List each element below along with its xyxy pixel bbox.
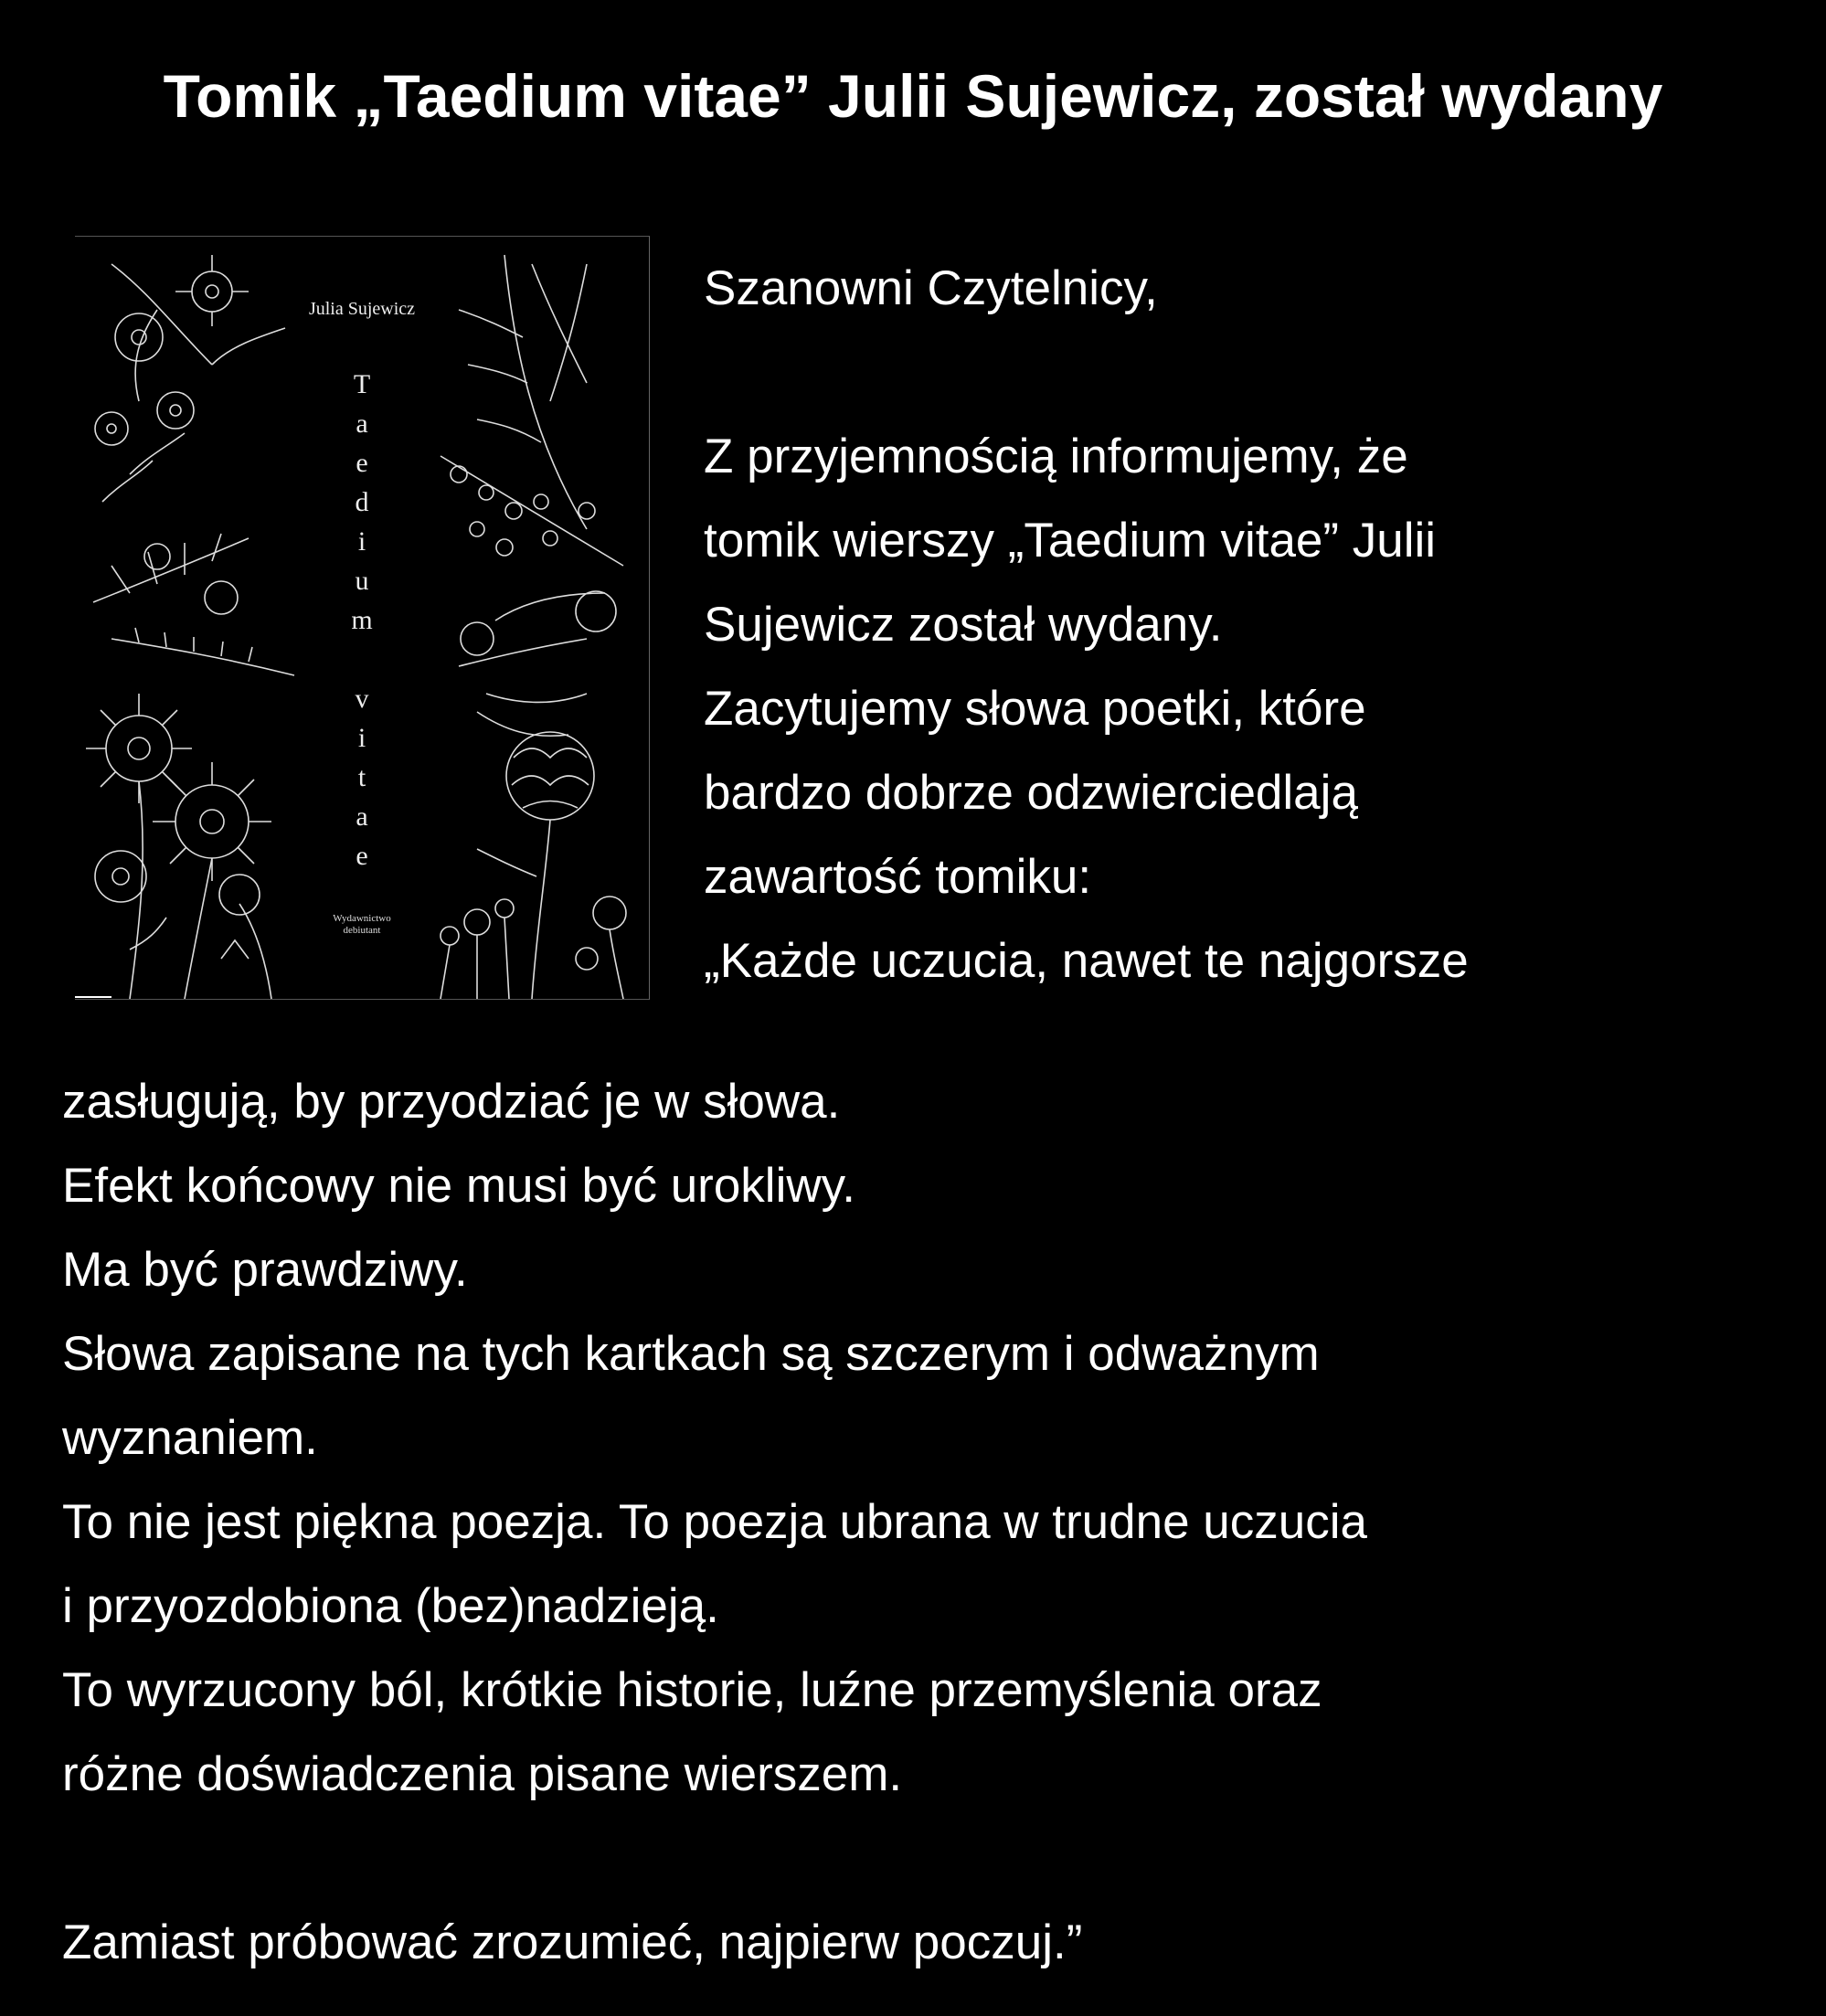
cover-title-letter: i (357, 526, 366, 557)
intro-text (704, 247, 1800, 1003)
cover-title-letter: m (351, 605, 373, 635)
quote-line: zasługują, by przyodziać je w słowa. (62, 1075, 841, 1129)
blank-line (704, 331, 1800, 415)
greeting: Szanowni Czytelnicy, (704, 261, 1158, 315)
blank-line (62, 1817, 1799, 1901)
quote-line: To wyrzucony ból, krótkie historie, luźne przemyślenia oraz (62, 1663, 1322, 1717)
intro-line: Sujewicz został wydany. (704, 598, 1223, 652)
cover-title-letter: v (355, 684, 369, 714)
cover-publisher-line: debiutant (343, 925, 381, 936)
cover-title-letter: a (356, 409, 368, 439)
intro-line: „Każde uczucia, nawet te najgorsze (704, 934, 1469, 988)
cover-author: Julia Sujewicz (308, 299, 416, 319)
quote-line: Ma być prawdziwy. (62, 1243, 468, 1297)
cover-title-letter: T (353, 369, 371, 399)
cover-publisher-line: Wydawnictwo (333, 913, 391, 924)
quote-line: Efekt końcowy nie musi być urokliwy. (62, 1159, 855, 1213)
cover-title-letter: e (356, 448, 368, 478)
quote-line: i przyozdobiona (bez)nadzieją. (62, 1579, 719, 1633)
cover-title-letter: e (356, 841, 368, 871)
cover-publisher (298, 913, 426, 937)
intro-line: Zacytujemy słowa poetki, które (704, 682, 1366, 736)
book-cover-image (75, 236, 650, 1000)
cover-title-letter: a (356, 801, 368, 832)
cover-title-letter: d (355, 487, 369, 517)
cover-title-letter (344, 640, 380, 679)
quote-line: wyznaniem. (62, 1411, 318, 1465)
quote-line: różne doświadczenia pisane wierszem. (62, 1747, 903, 1801)
cover-title-letter: t (357, 762, 366, 792)
intro-line: tomik wierszy „Taedium vitae” Julii (704, 514, 1437, 568)
closing-line: Zamiast próbować zrozumieć, najpierw poczuj.” (62, 1915, 1083, 1969)
quote-line: Słowa zapisane na tych kartkach są szczerym i odważnym (62, 1327, 1320, 1381)
intro-line: bardzo dobrze odzwierciedlają (704, 766, 1358, 820)
quote-text (62, 1060, 1799, 1985)
article-headline: Tomik „Taedium vitae” Julii Sujewicz, został wydany (163, 62, 1663, 130)
cover-title-letter: i (357, 723, 366, 753)
cover-title-letter: u (355, 566, 369, 596)
intro-line: Z przyjemnością informujemy, że (704, 430, 1408, 483)
quote-line: To nie jest piękna poezja. To poezja ubrana w trudne uczucia (62, 1495, 1367, 1549)
intro-line: zawartość tomiku: (704, 850, 1092, 904)
cover-title-vertical (344, 365, 380, 875)
